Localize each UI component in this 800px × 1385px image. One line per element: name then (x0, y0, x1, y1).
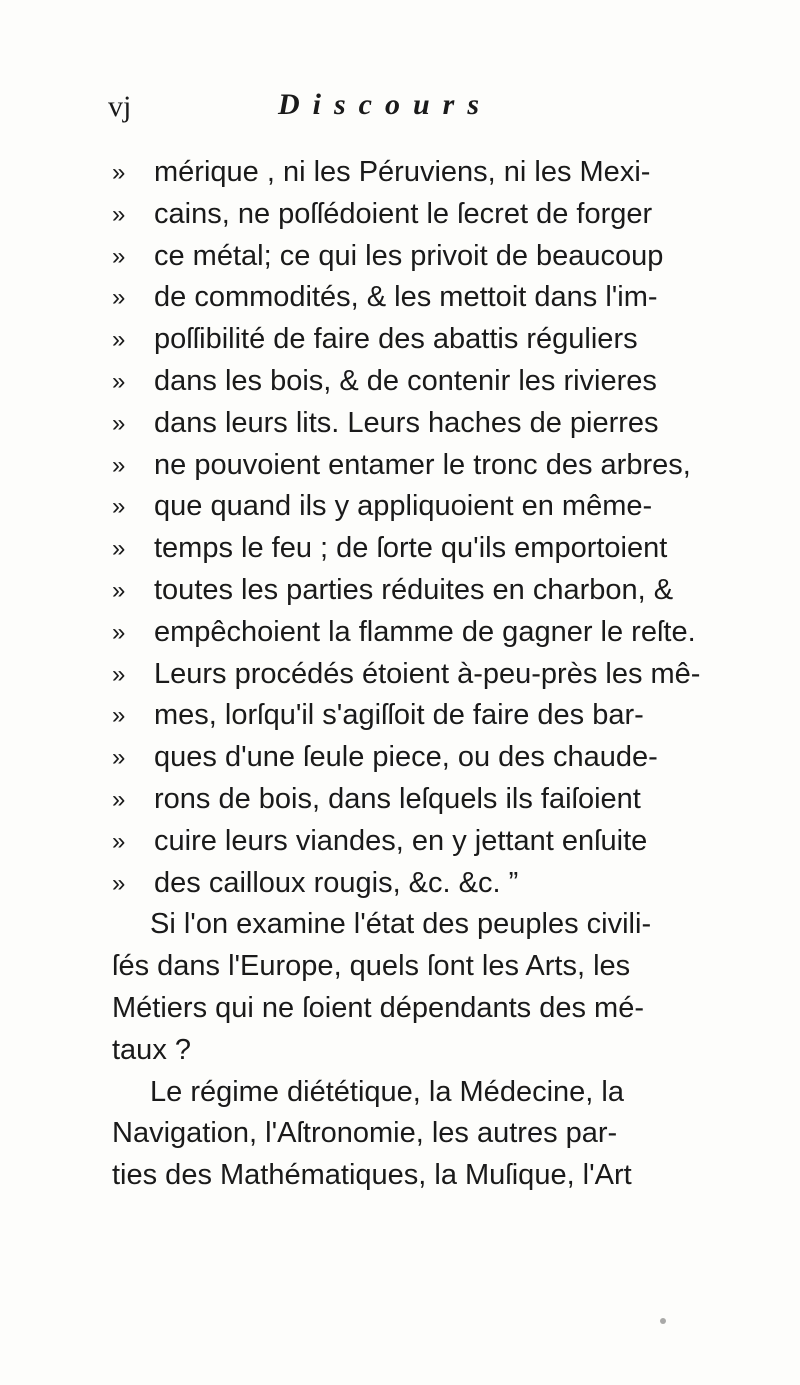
quotation-mark: » (112, 451, 126, 479)
quotation-mark: » (112, 576, 126, 604)
line-text: cuire leurs viandes, en y jettant enſuite (154, 824, 648, 857)
quotation-mark: » (112, 827, 126, 855)
text-line (112, 319, 712, 361)
line-text: ne pouvoient entamer le tronc des arbres, (154, 448, 691, 481)
text-line (112, 1072, 712, 1114)
text-line (112, 904, 712, 946)
quotation-mark: » (112, 535, 126, 563)
text-line (112, 194, 712, 236)
text-line (112, 570, 712, 612)
line-text: que quand ils y appliquoient en même- (154, 490, 653, 523)
quotation-mark: » (112, 618, 126, 646)
line-text: taux ? (112, 1033, 191, 1066)
line-text: Le régime diététique, la Médecine, la (150, 1075, 624, 1108)
text-line (112, 528, 712, 570)
text-line (112, 403, 712, 445)
line-text: dans les bois, & de contenir les rivieres (154, 364, 657, 397)
quotation-mark: » (112, 242, 126, 270)
line-text: Métiers qui ne ſoient dépendants des mé- (112, 991, 644, 1024)
line-text: temps le feu ; de ſorte qu'ils emportoient (154, 532, 668, 565)
quotation-mark: » (112, 660, 126, 688)
line-text: Navigation, l'Aſtronomie, les autres par- (112, 1117, 618, 1150)
quotation-mark: » (112, 200, 126, 228)
text-line (112, 695, 712, 737)
line-text: mérique , ni les Péruviens, ni les Mexi- (154, 156, 651, 188)
running-title: Discours (278, 88, 493, 121)
line-text: ques d'une ſeule piece, ou des chaude- (154, 741, 658, 774)
text-line (112, 654, 712, 696)
line-text: ties des Mathématiques, la Muſique, l'Art (112, 1159, 632, 1192)
ink-speck (660, 1318, 666, 1324)
text-line (112, 1113, 712, 1155)
line-text: de commodités, & les mettoit dans l'im- (154, 281, 658, 314)
quotation-mark: » (112, 409, 126, 437)
text-line (112, 445, 712, 487)
quotation-mark: » (112, 702, 126, 730)
text-line (112, 361, 712, 403)
text-line (112, 236, 712, 278)
line-text: des cailloux rougis, &c. &c. ” (154, 866, 519, 899)
text-line (112, 779, 712, 821)
quotation-mark: » (112, 284, 126, 312)
line-text: ce métal; ce qui les privoit de beaucoup (154, 239, 664, 272)
text-line (112, 988, 712, 1030)
text-line (112, 821, 712, 863)
line-text: toutes les parties réduites en charbon, & (154, 573, 674, 606)
line-text: Si l'on examine l'état des peuples civili- (150, 908, 652, 941)
line-text: poſſibilité de faire des abattis réguliers (154, 323, 638, 356)
line-text: rons de bois, dans leſquels ils faiſoient (154, 782, 641, 815)
text-line (112, 946, 712, 988)
text-line (112, 486, 712, 528)
line-text: Leurs procédés étoient à-peu-près les mê- (154, 657, 701, 690)
quotation-mark: » (112, 367, 126, 395)
text-line (112, 1030, 712, 1072)
text-line (112, 277, 712, 319)
quotation-mark: » (112, 869, 126, 897)
quotation-mark: » (112, 159, 126, 186)
text-line (112, 152, 712, 194)
quotation-mark: » (112, 493, 126, 521)
text-line (112, 612, 712, 654)
body-text (112, 152, 712, 1197)
line-text: empêchoient la flamme de gagner le reſte. (154, 615, 696, 648)
quotation-mark: » (112, 744, 126, 772)
text-line (112, 863, 712, 905)
quotation-mark: » (112, 785, 126, 813)
text-line (112, 737, 712, 779)
text-line (112, 1155, 712, 1197)
line-text: cains, ne poſſédoient le ſecret de forger (154, 197, 653, 230)
line-text: mes, lorſqu'il s'agiſſoit de faire des bar- (154, 699, 644, 732)
line-text: ſés dans l'Europe, quels ſont les Arts, les (112, 950, 631, 983)
page-number: vj (108, 90, 132, 123)
line-text: dans leurs lits. Leurs haches de pierres (154, 406, 659, 439)
quotation-mark: » (112, 326, 126, 354)
page-header (108, 88, 708, 138)
